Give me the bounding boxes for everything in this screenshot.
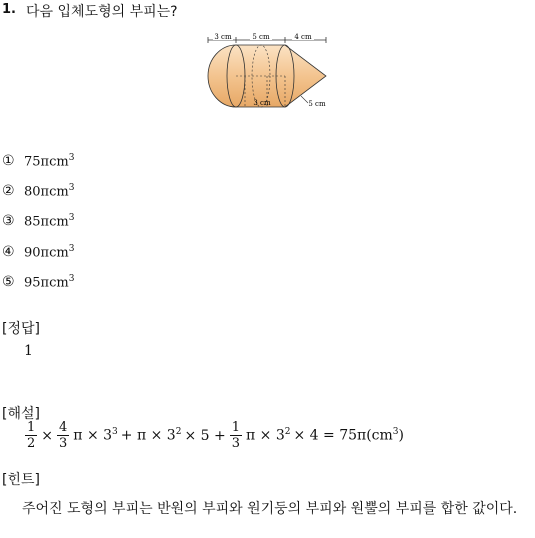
choice-5[interactable]: [2, 274, 74, 290]
choice-value: 95πcm$^3$: [24, 274, 75, 291]
hint-text: 주어진 도형의 부피는 반원의 부피와 원기둥의 부피와 원뿔의 부피를 합한 값이다.: [22, 501, 518, 517]
choice-mark: ①: [2, 153, 15, 170]
fraction-four-thirds: $\frac{4}{3}$: [59, 420, 68, 451]
solution-expression: $\frac{1}{2}$ × $\frac{4}{3}$ $\pi \times 3^3$ + $\pi \times 3^2$ × 5 + $\frac{1}{3}$ $\pi \times 3^2$ × $4 = 75\pi(cm^3)$: [27, 420, 404, 451]
choice-2[interactable]: [2, 183, 74, 199]
choice-1[interactable]: [2, 153, 74, 169]
fraction-one-third: $\frac{1}{3}$: [231, 420, 240, 451]
choice-3[interactable]: [2, 213, 74, 229]
solution-label: [해설]: [2, 406, 40, 422]
hint-label: [힌트]: [2, 472, 40, 488]
question-text: 다음 입체도형의 부피는?: [26, 4, 178, 20]
choice-value: 80πcm$^3$: [24, 183, 75, 200]
question-number: 1.: [2, 2, 16, 17]
choice-mark: ④: [2, 244, 15, 261]
answer-label: [정답]: [2, 321, 40, 337]
label-slant: 5 cm: [308, 100, 326, 108]
fraction-half: $\frac{1}{2}$: [27, 420, 36, 451]
label-cone-height: 4 cm: [294, 33, 312, 41]
label-radius: 3 cm: [253, 99, 271, 107]
label-cylinder-width: 5 cm: [252, 33, 270, 41]
choice-4[interactable]: [2, 244, 74, 260]
answer-value: 1: [24, 343, 33, 359]
solid-figure-diagram: [205, 30, 331, 114]
choice-value: 85πcm$^3$: [24, 213, 75, 230]
label-hemisphere-width: 3 cm: [214, 33, 232, 41]
choice-mark: ②: [2, 183, 15, 200]
choice-mark: ③: [2, 213, 15, 230]
choice-value: 90πcm$^3$: [24, 244, 75, 261]
choice-value: 75πcm$^3$: [24, 153, 75, 170]
choice-mark: ⑤: [2, 274, 15, 291]
